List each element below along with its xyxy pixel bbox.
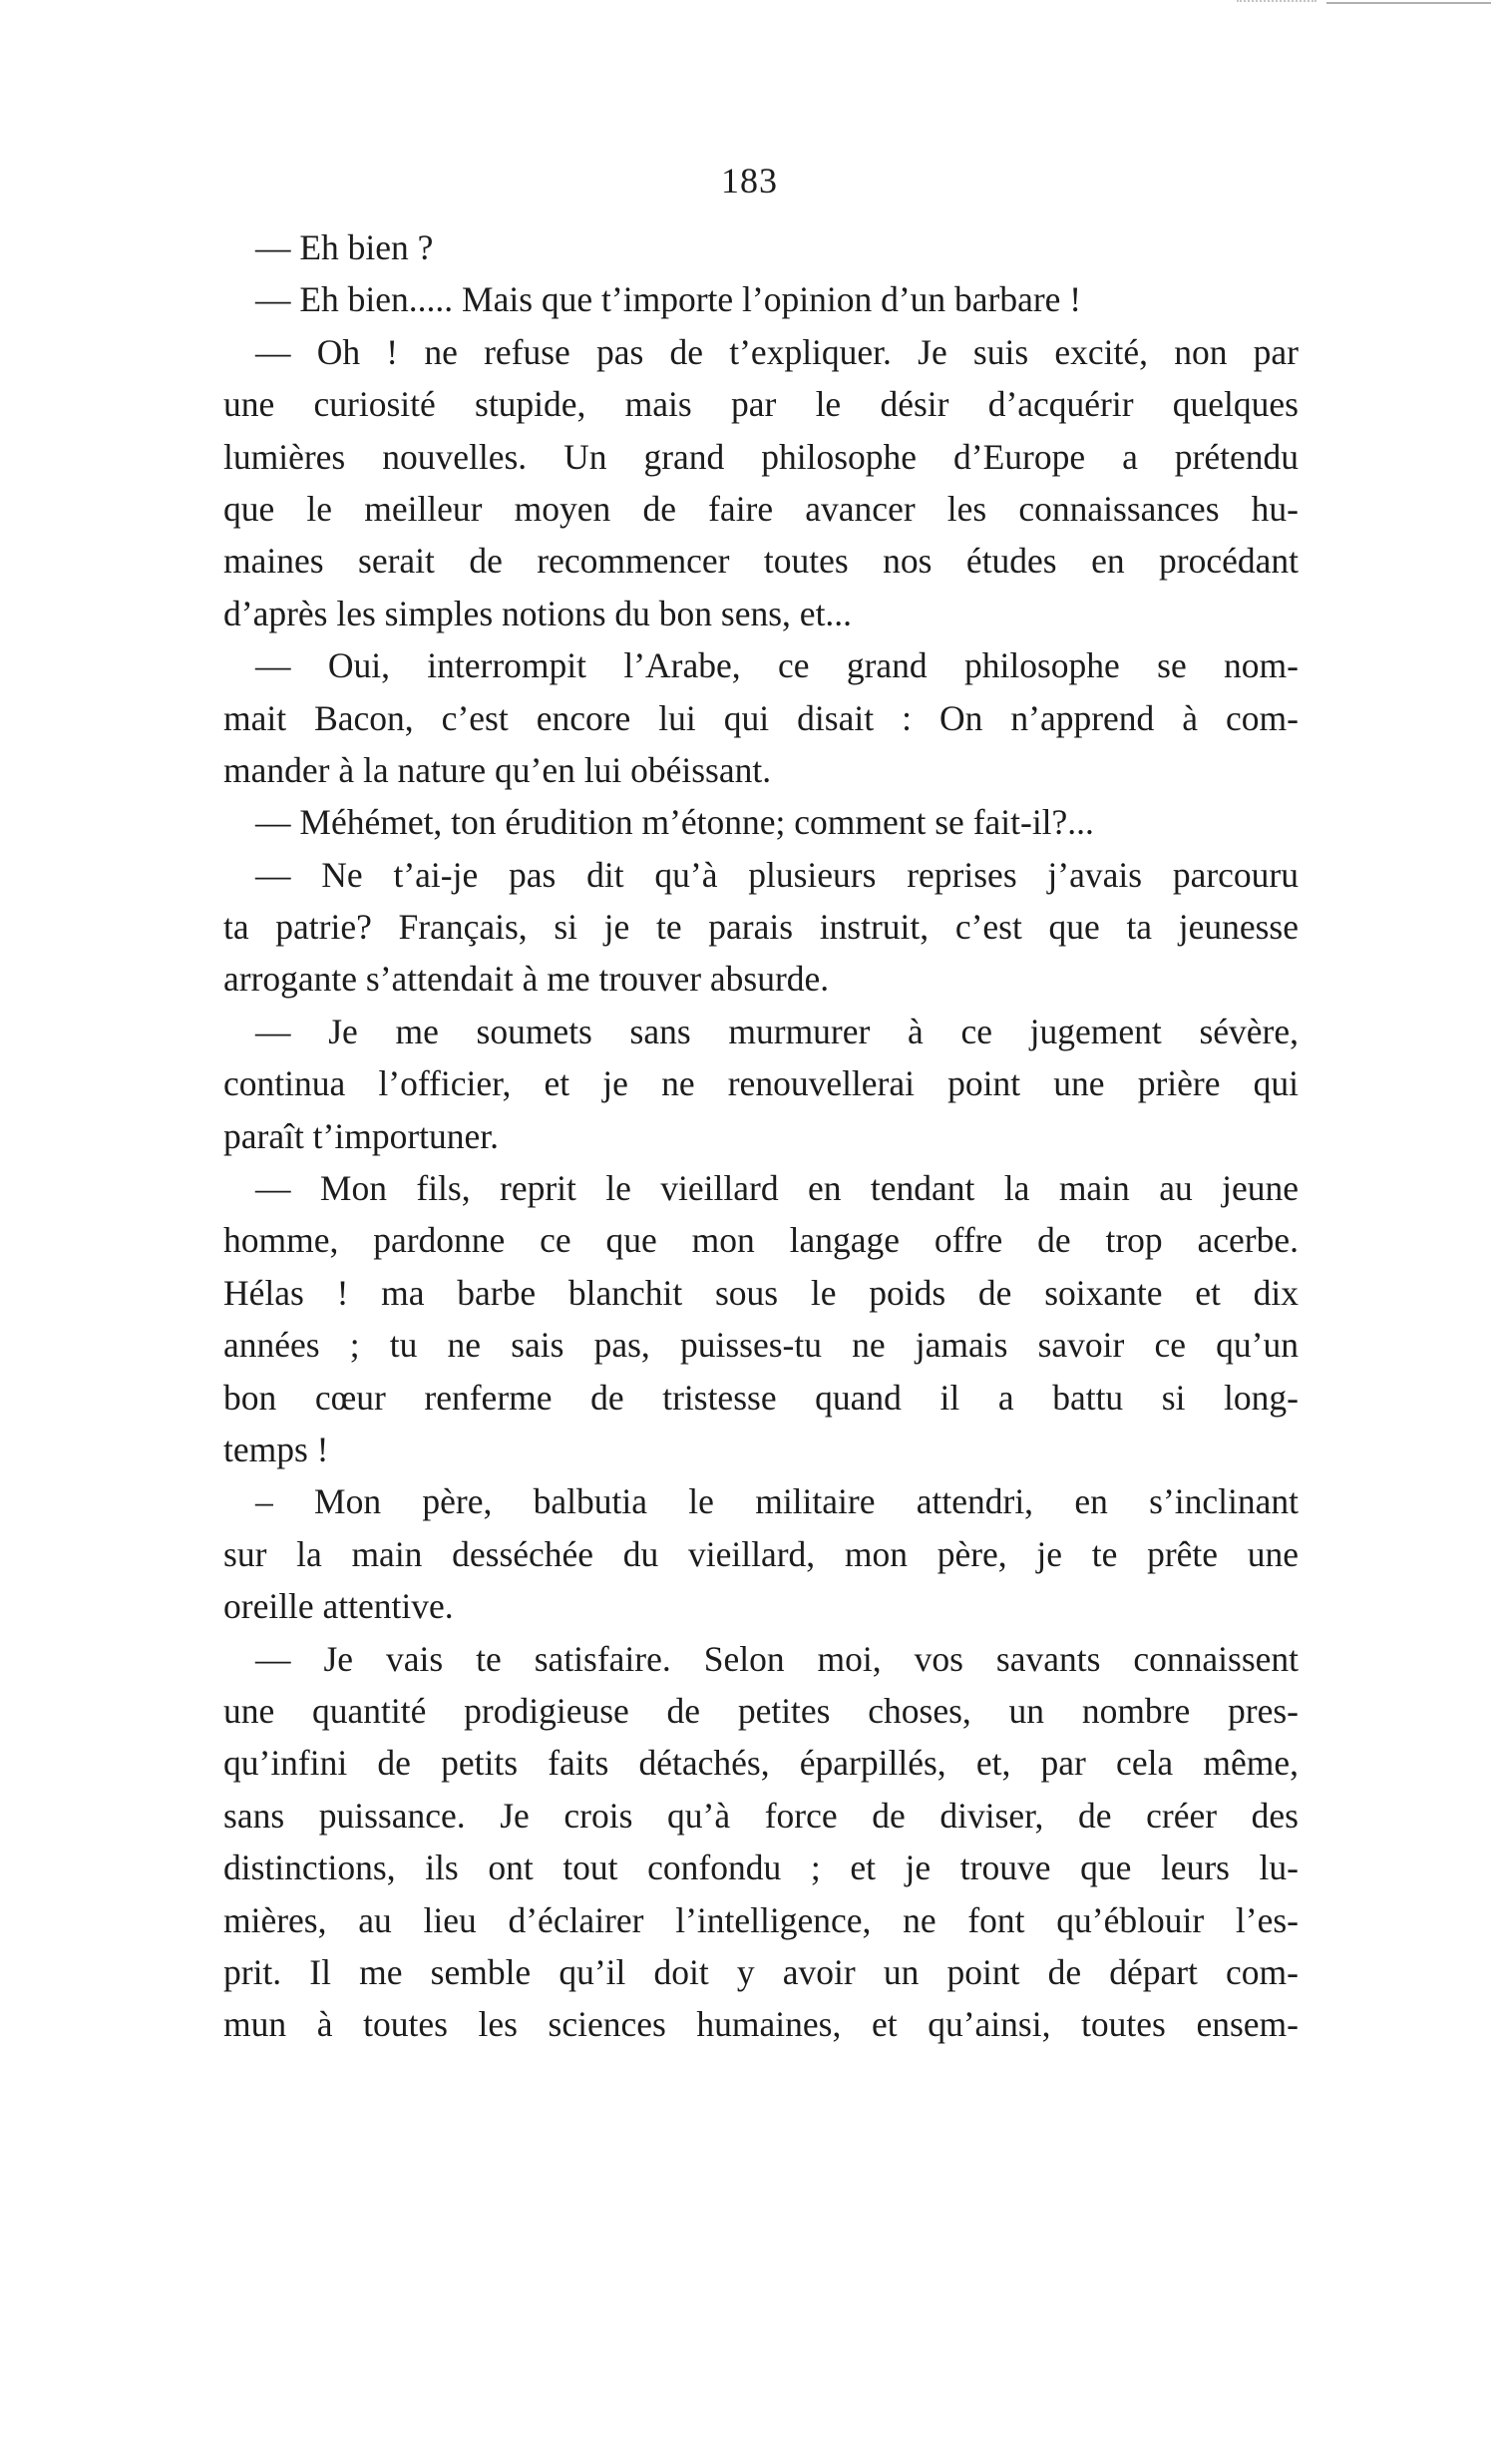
text-line: sur la main desséchée du vieillard, mon père, je te prête une <box>223 1533 1299 1574</box>
text-line: — Ne t’ai-je pas dit qu’à plusieurs reprises j’avais parcouru <box>255 854 1299 895</box>
text-line: qu’infini de petits faits détachés, éparpillés, et, par cela même, <box>223 1743 1299 1784</box>
text-line: paraît t’importuner. <box>223 1115 500 1156</box>
text-line: sans puissance. Je crois qu’à force de diviser, de créer des <box>223 1795 1299 1836</box>
text-line: mun à toutes les sciences humaines, et qu’ainsi, toutes ensem- <box>223 2004 1299 2045</box>
body-text <box>223 221 1299 2051</box>
page-number: 183 <box>721 161 778 201</box>
text-line: — Eh bien ? <box>255 227 434 267</box>
text-line: — Oh ! ne refuse pas de t’expliquer. Je suis excité, non par <box>255 331 1299 372</box>
text-line: prit. Il me semble qu’il doit y avoir un point de départ com- <box>223 1951 1299 1992</box>
scan-edge-rule <box>1326 2 1491 6</box>
text-line: lumières nouvelles. Un grand philosophe d’Europe a prétendu <box>223 436 1299 477</box>
text-line: — Je vais te satisfaire. Selon moi, vos savants connaissent <box>255 1638 1299 1679</box>
text-line: arrogante s’attendait à me trouver absurde. <box>223 959 830 1000</box>
text-line: — Mon fils, reprit le vieillard en tendant la main au jeune <box>255 1168 1299 1209</box>
text-line: — Oui, interrompit l’Arabe, ce grand philosophe se nom- <box>255 645 1299 686</box>
text-line: — Je me soumets sans murmurer à ce jugement sévère, <box>255 1011 1299 1051</box>
text-line: mait Bacon, c’est encore lui qui disait : On n’apprend à com- <box>223 697 1299 738</box>
text-line: maines serait de recommencer toutes nos études en procédant <box>223 541 1299 582</box>
text-line: – Mon père, balbutia le militaire attendri, en s’inclinant <box>255 1481 1299 1522</box>
text-line: — Méhémet, ton érudition m’étonne; comment se fait-il?... <box>255 802 1094 843</box>
text-line: que le meilleur moyen de faire avancer les connaissances hu- <box>223 488 1299 529</box>
text-line: années ; tu ne sais pas, puisses-tu ne jamais savoir ce qu’un <box>223 1325 1299 1366</box>
text-line: — Eh bien..... Mais que t’importe l’opinion d’un barbare ! <box>255 279 1082 320</box>
scan-edge-dots <box>1237 0 1316 5</box>
text-line: une curiosité stupide, mais par le désir d’acquérir quelques <box>223 384 1299 425</box>
text-line: distinctions, ils ont tout confondu ; et je trouve que leurs lu- <box>223 1848 1299 1888</box>
text-line: d’après les simples notions du bon sens, et... <box>223 593 853 633</box>
text-line: homme, pardonne ce que mon langage offre de trop acerbe. <box>223 1220 1299 1261</box>
text-line: mières, au lieu d’éclairer l’intelligence, ne font qu’éblouir l’es- <box>223 1899 1299 1940</box>
text-line: oreille attentive. <box>223 1586 454 1627</box>
text-line: bon cœur renferme de tristesse quand il a battu si long- <box>223 1377 1299 1418</box>
text-line: Hélas ! ma barbe blanchit sous le poids de soixante et dix <box>223 1272 1299 1313</box>
text-line: une quantité prodigieuse de petites choses, un nombre pres- <box>223 1690 1299 1731</box>
text-line: mander à la nature qu’en lui obéissant. <box>223 749 772 790</box>
text-line: continua l’officier, et je ne renouvellerai point une prière qui <box>223 1063 1299 1104</box>
text-line: temps ! <box>223 1429 329 1469</box>
text-line: ta patrie? Français, si je te parais instruit, c’est que ta jeunesse <box>223 907 1299 948</box>
